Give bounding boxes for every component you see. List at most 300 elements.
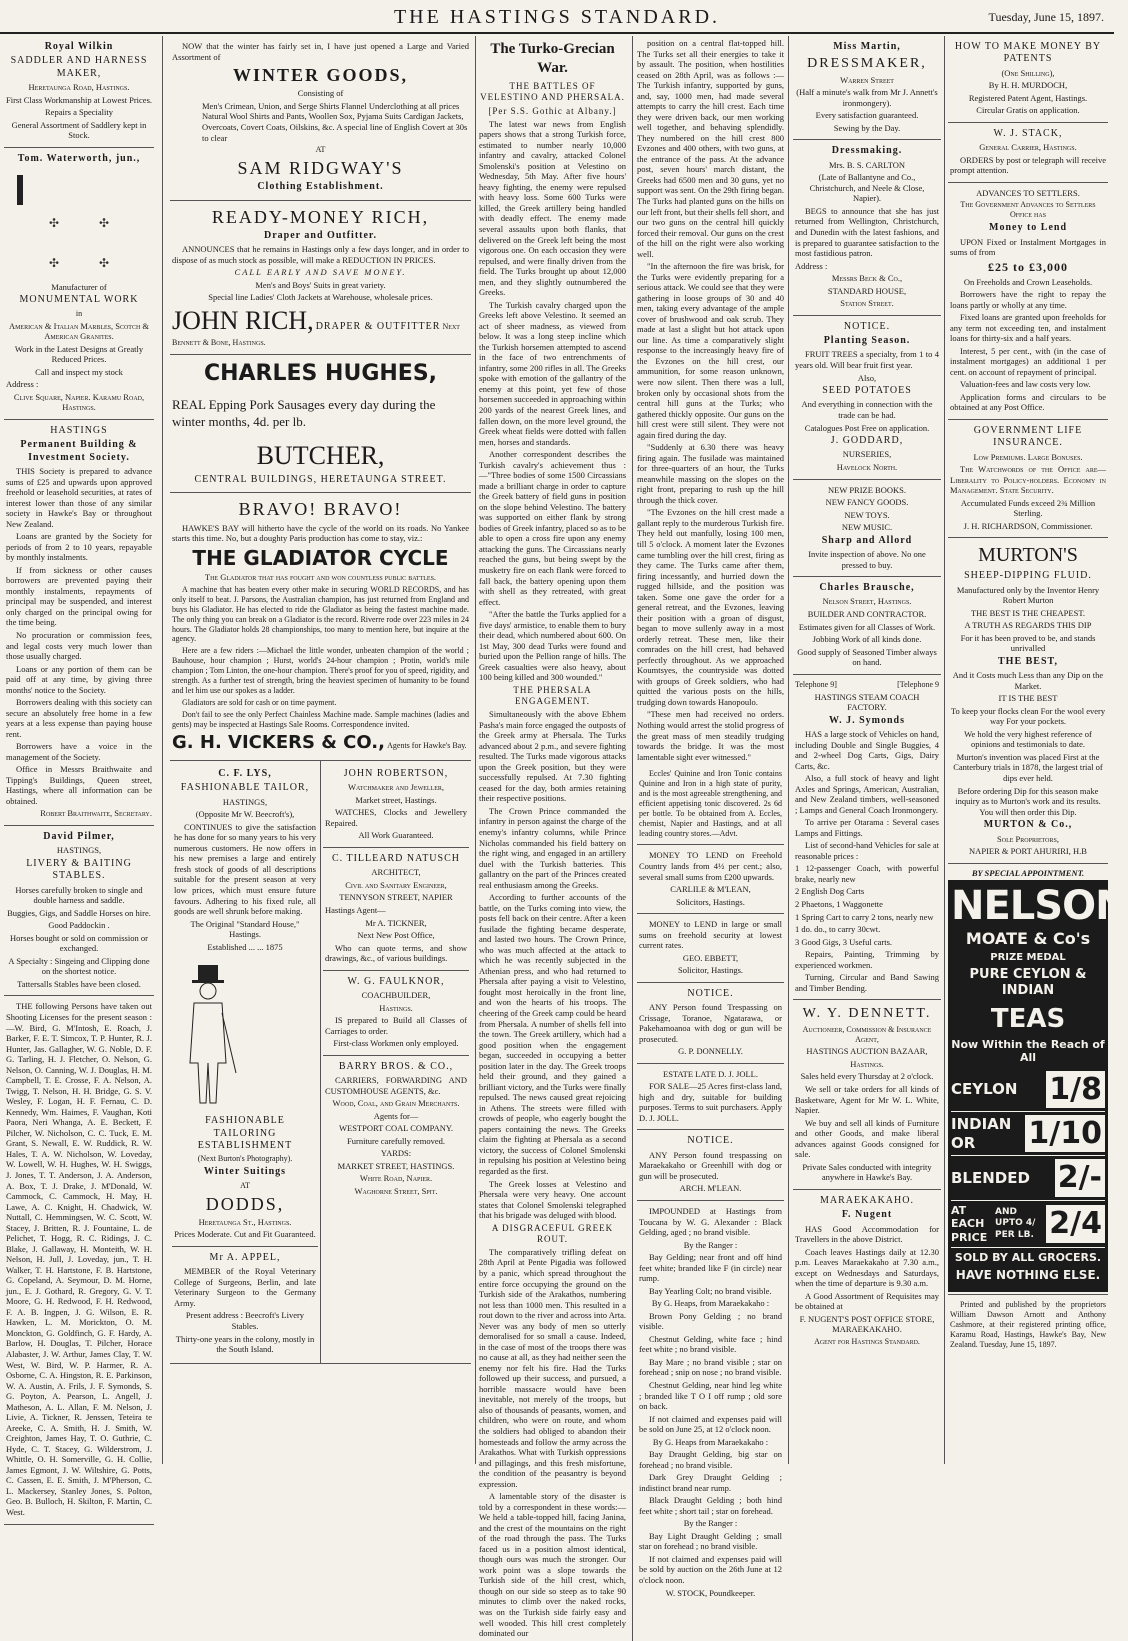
tea-price: 1/8: [1046, 1071, 1105, 1108]
ad-paragraph: Application forms and circulars to be obtained at any Post Office.: [950, 391, 1106, 413]
ad-text: HAVE NOTHING ELSE.: [955, 1268, 1101, 1283]
two-column-ads: [170, 761, 471, 1364]
ad-address: Market street, Hastings.: [355, 794, 437, 805]
ad-shop-name: Sharp and Allord: [821, 534, 913, 546]
ad-heading: Permanent Building & Investment Society.: [20, 439, 138, 463]
notice-text: Black Draught Gelding ; both hind feet white ; short tail ; star on forehead.: [639, 1495, 782, 1516]
ad-trade: Auctioneer, Commission & Insurance Agent,: [802, 1024, 932, 1044]
ad-trade: Watchmaker and Jeweller,: [347, 782, 445, 793]
ad-text: THE BEST,: [998, 655, 1058, 667]
ad-text: To keep your flocks clean For the wool every way For your pockets.: [950, 705, 1106, 727]
ad-text: NEW MUSIC.: [841, 522, 893, 533]
ad-address: Station Street.: [840, 298, 894, 309]
ad-paragraph: UPON Fixed or Instalment Mortgages in sums of from: [950, 236, 1106, 258]
ad-text: Work in the Latest Designs at Greatly Reduced Prices.: [14, 343, 144, 365]
ad-text: HASTINGS: [50, 424, 108, 436]
ad-text: BY SPECIAL APPOINTMENT.: [971, 867, 1085, 878]
ad-paragraph: WATCHES, Clocks and Jewellery Repaired.: [325, 807, 467, 828]
tea-type: INDIAN OR: [951, 1115, 1012, 1152]
ad-text: The Original "Standard House," Hastings.: [190, 918, 300, 940]
tailored-gentleman-icon: [174, 963, 244, 1113]
ad-address: F. NUGENT'S POST OFFICE STORE, MARAEKAKAHO.: [799, 1313, 935, 1335]
ad-text: Before ordering Dip for this season make inquiry as to Murton's work and its results. You will then order this Dip.: [955, 785, 1101, 817]
ad-address: NAPIER & PORT AHURIRI, H.B: [969, 846, 1087, 857]
ad-ridgway: [170, 36, 471, 201]
ad-wilkin: [4, 36, 154, 148]
ad-miss-martin: [793, 36, 941, 140]
ad-paragraph: HAS Good Accommodation for Travellers in the above District.: [795, 1223, 939, 1245]
ad-paragraph: Repairs, Painting, Trimming by experienced workmen.: [795, 949, 939, 970]
article-paragraph: "After the battle the Turks applied for a five days' armistice, to enable them to bury their dead, which numbered about 600. On 1st May, 300 dead Turks were found and buried upon the Pellion range of hills. The Greek casualties were also heavy, about 100 being killed and 300 wounded.": [479, 609, 626, 683]
ad-text: Agents for—: [373, 1110, 419, 1121]
article-paragraph: According to further accounts of the battle, on the Turks coming into view, the posts fell back on their centre. After a keen fusilade the fighting became desperate, and lasted two hours. The Crown Prince, who was much affected at the attack to which he was recently subjected in the Athenian press, and who had returned to Phersala after paying a visit to Velestino, fought most heroically in the front line, and won the hearts of his troops. The cheering of the Greek camp could be heard from Phersala. A number of shells fell into the town. The Greek artillery, which had a good position when the engagement began, succeeded in occupying a better position later in the day. The Greek troops held their ground, and they gained a brilliant victory, and the Turks were finally repulsed. The news caused great rejoicing in Athens. The streets were filled with crowds of people, who eagerly bought the papers containing the news. The Greeks claim the fighting at Phersala as a second victory, the success of Colonel Smolenski in repulsing his position at Velestino being regarded as the first.: [479, 892, 626, 1176]
ad-text: NEW TOYS.: [844, 509, 890, 520]
ad-heading: Tom. Waterworth, jun.,: [17, 152, 141, 164]
article-title: The Turko-Grecian War.: [490, 41, 615, 76]
svg-text:✣: ✣: [99, 216, 110, 231]
notice-text: By the Ranger :: [683, 1239, 738, 1250]
notice-paragraph: IMPOUNDED at Hastings from Toucana by W. G. Alexander : Black Gelding, aged ; no brand visible.: [639, 1206, 782, 1238]
ad-dennett: [793, 1000, 941, 1190]
notice-text: Bay Mare ; no brand visible ; star on forehead ; snip on nose ; no brand visible.: [639, 1356, 782, 1378]
ad-text: Next New Post Office,: [357, 930, 435, 941]
ad-text: AT: [240, 1180, 250, 1190]
ad-address: TENNYSON STREET, NAPIER: [339, 892, 453, 903]
ad-paragraph: NOW that the winter has fairly set in, I have just opened a Large and Varied Assortment of: [172, 41, 469, 62]
ad-trade: NURSERIES,: [842, 449, 892, 460]
ad-text: (Next Burton's Photography).: [197, 1154, 293, 1164]
ad-heading: W. J. STACK,: [993, 127, 1063, 139]
ad-text: Established ... ... 1875: [207, 941, 283, 952]
column-rule: [788, 36, 789, 1464]
notice-text: Chestnut Gelding, near hind leg white ; branded like T O I off rump ; old sore on back.: [639, 1379, 782, 1412]
ad-text: Men's and Boys' Suits in great variety.: [255, 279, 386, 290]
war-article-continued: [632, 36, 784, 1641]
ad-phone: Telephone 9]: [795, 679, 837, 689]
ad-text: Manufactured only by the Inventor Henry Robert Murton: [956, 584, 1100, 606]
ad-waterworth: [4, 148, 154, 420]
ad-text: Also,: [857, 372, 877, 383]
ad-text: General Assortment of Saddlery kept in Stock.: [11, 119, 147, 141]
ad-stack: [948, 123, 1108, 183]
ad-heading: Planting Season.: [823, 335, 911, 347]
ad-heading: GEO. EBBETT,: [682, 952, 739, 963]
ad-text: NEW FANCY GOODS.: [825, 497, 909, 508]
ad-text: Special line Ladies' Cloth Jackets at Warehouse, wholesale prices.: [208, 292, 433, 303]
ad-address: Havelock North.: [836, 461, 898, 472]
ad-paragraph: List of second-hand Vehicles for sale at reasonable prices :: [795, 840, 939, 861]
ad-heading: Dressmaking.: [831, 145, 903, 157]
ad-address: Heretaunga Road, Hastings.: [28, 82, 130, 93]
ad-gladiator-cycle: [170, 493, 471, 761]
ad-paragraph: BEGS to announce that she has just returned from Wellington, Christchurch, and Dunedin with the latest fashions, and is prepared to guarantee satisfaction to the most fastidious patron.: [795, 205, 939, 259]
ad-text: HASTINGS,: [222, 796, 268, 807]
ad-text: Buggies, Gigs, and Saddle Horses on hire.: [7, 907, 151, 918]
notice-text: By G. Heaps from Maraekakaho :: [652, 1436, 769, 1447]
ads-right: [321, 761, 471, 1363]
ad-carlile-mlean: [637, 845, 784, 914]
ad-trade: BUTCHER,: [256, 440, 385, 470]
ad-signature: J. H. RICHARDSON, Commissioner.: [963, 520, 1093, 531]
ad-paragraph: Borrowers have a voice in the management of the Society.: [6, 741, 152, 762]
ad-text: THE BEST IS THE CHEAPEST.: [970, 607, 1086, 618]
ad-heading: JOHN ROBERTSON,: [343, 767, 449, 779]
ad-text: (Late of Ballantyne and Co., Christchurch, and Neele & Close, Napier).: [809, 172, 925, 204]
ad-natusch: [323, 848, 469, 971]
article-section-heading: A DISGRACEFUL GREEK ROUT.: [491, 1222, 614, 1244]
svg-text:✣: ✣: [49, 216, 60, 231]
ad-trade: LIVERY & BAITING STABLES.: [26, 857, 132, 882]
ad-paragraph: MONEY to LEND in large or small sums on freehold security at lowest current rates.: [639, 919, 782, 951]
notice-heading: NOTICE.: [687, 987, 734, 999]
notice-text: Dark Grey Draught Gelding ; indistinct brand near rump.: [639, 1472, 782, 1493]
article-paragraph: "In the afternoon the fire was brisk, for the Turks were evidently preparing for a serious attack. We could see that they were gathering in loose groups of 30 and 40 men, taking every advantage of the ample cover of brushwood and oak scrub. They made at last a slight but hot attack upon our line. As time a comparatively slight response to the increasingly heavy fire of the Evzones on the hill crest, our ammunition, for some reason unknown, were now silent. Then there was a lull, broken only by occasional shots from the central hill guns at the Turks; who gathered thickly opposite. Our guns on the hill crest were still silent. They were not again fired during the day.: [637, 261, 784, 440]
ad-paragraph: A machine that has beaten every other make in securing WORLD RECORDS, and has only itself to beat. J. Parsons, the Australian champion, has just returned from England and buys his Gladiator. He has elected to ride the Gladiator as being the fastest machine made. The only thing you can break on a Gladiator is the record. Riverre rode over 223 miles in 24 hours. The Gladiator holds 28 championships, too many to mention here, but inquire at the agency.: [172, 584, 469, 644]
ad-paragraph: CONTINUES to give the satisfaction he has done for so many years to his very numerous customers. He now offers in his new premises a large and entirely fresh stock of goods of all descriptions suitable for the present season at very low prices, which must ensure future favours. Adhering to his fixed rule, all goods are well shrunk before making.: [174, 821, 316, 917]
ad-text: And it Costs much Less than any Dip on the Market.: [952, 670, 1104, 691]
ad-address: White Road, Napier.: [359, 1173, 433, 1184]
article-paragraph: "Suddenly at 6.30 there was heavy firing again. The fusilade was maintained for three-quarters of an hour, the Turks meanwhile massing on the slopes on the right front, preparing to rush up the hill through the thick cover.: [637, 442, 784, 505]
ad-text: Repairs a Speciality: [45, 107, 113, 118]
ad-paragraph: Fixed loans are granted upon freeholds for any term not exceeding ten, and instalment loans for thirty-six and a half years.: [950, 312, 1106, 344]
ad-trade: DRESSMAKER,: [807, 56, 927, 72]
ads-left: [170, 761, 321, 1363]
masthead: [0, 0, 1114, 34]
ad-paragraph: Who can quote terms, and show drawings, &c., of various buildings.: [325, 942, 467, 964]
ad-text: First-class Workmen only employed.: [333, 1038, 459, 1049]
column-2: [170, 36, 471, 1464]
ad-text: AT: [315, 145, 326, 155]
notice-heading: NOTICE.: [687, 1135, 734, 1147]
ad-shop-name: MURTON & Co.,: [983, 819, 1073, 831]
notice-text: Chestnut Gelding, white face ; hind feet white ; no brand visible.: [639, 1333, 782, 1355]
ad-text: Civil and Sanitary Engineer,: [345, 879, 447, 890]
ad-text: Wood, Coal, and Grain Merchants.: [332, 1098, 460, 1109]
ad-symonds: [793, 675, 941, 1001]
ad-heading: Charles Brausche,: [819, 582, 915, 594]
ad-text: Every satisfaction guaranteed.: [815, 110, 919, 121]
ad-text: Agents for Hawke's Bay.: [387, 740, 467, 750]
ad-list-item: 1 Spring Cart to carry 2 tons, nearly new: [795, 911, 934, 922]
ad-trade: Draper and Outfitter.: [264, 229, 377, 241]
ad-paragraph: IS prepared to Build all Classes of Carriages to order.: [325, 1015, 467, 1036]
column-3: [479, 36, 784, 1639]
tea-price: 2/4: [1046, 1205, 1105, 1242]
ad-barry-bros: [323, 1056, 469, 1203]
article-paragraph: "The Evzones on the hill crest made a gallant reply to the murderous Turkish fire. They held out manfully, losing 100 men, till 5 o'clock. A moment later the Evzones came tumbling over the hill crest, firing as they came. The Turks came after them, firing incessantly, and hurried down the rugged hillside, and the position was taken. Some one gave the order for a general retreat, and the Evzones, leaving their position with a groan of disgust, began to move sullenly away in a most orderly retreat. These men, like their comrades on the hill crest, had behaved perfectly throughout. As we approached Koumtsyes, the countryside was dotted with groups of Greek soldiers, who had quitted the various posts on the hills, trudging down towards Hanopoulo.: [637, 507, 784, 707]
ad-list-item: 3 Good Gigs, 3 Useful carts.: [795, 936, 893, 947]
ad-paragraph: Loans are granted by the Society for periods of from 2 to 10 years, repayable by monthly instalments.: [6, 531, 152, 563]
ad-paragraph: Borrowers have the right to repay the loans partly or wholly at any time.: [950, 289, 1106, 310]
notice-text: By G. Heaps, from Maraekakaho :: [651, 1298, 770, 1309]
article-credit: [Per S.S. Gothic at Albany.]: [488, 105, 617, 116]
ad-shop-name: J. GODDARD,: [830, 435, 904, 447]
war-article: [479, 36, 626, 1641]
ad-text: Now Within the Reach of All: [951, 1037, 1105, 1065]
article-paragraph: A lamentable story of the disaster is told by a correspondent in these words:—We held a table-topped hill, facing Janina, and the crest of the mountains on the right of the road through the pass. The Turks faced us in a position almost identical, though ours was much the stronger. Our work point was a slope towards the Turkish side of the hill crest, which, though on our side so steep as to take 90 minutes to climb over the naked rocks, was on the Turkish side fairly easy and well wooded. This hill crest completely dominated our: [479, 1491, 626, 1639]
article-paragraph: The Turkish cavalry charged upon the Greeks left above Velestino. It seemed an act of sheer madness, as viewed from below. It was a long steep incline which the Turkish horsemen attempted to ascend in the face of two entrenchments of infantry, some 200 rifles in all. The Greeks spoke with emotion of the gallantry of the enemy at this point, yet few of those horsemen succeeded in approaching within 200 yards of the nearest Greek lines, and fallen down, on the more level ground, the Greek wheat fields were dotted with fallen men, horses and standards.: [479, 299, 626, 447]
ad-paragraph: Don't fail to see the only Perfect Chainless Machine made. Sample machines (ladies and gents) may be inspected at Hastings Sale Rooms. Correspondence invited.: [172, 709, 469, 729]
ad-carlton: [793, 140, 941, 315]
ad-paragraph: Also, a full stock of heavy and light Axles and Springs, American, Australian, and New Zealand timbers, well-seasoned ; Lamps and General Coach Ironmongery.: [795, 773, 939, 815]
ad-trade: FASHIONABLE TAILORING ESTABLISHMENT: [197, 1115, 293, 1151]
ad-paragraph: Office in Messrs Braithwaite and Tipping's Buildings, Queen street, Hastings, where all information can be obtained.: [6, 764, 152, 806]
ad-text: Catalogues Post Free on application.: [804, 422, 930, 433]
ad-text: PRIZE MEDAL: [990, 951, 1066, 963]
ad-robertson: [323, 763, 469, 848]
ad-murton: [948, 538, 1108, 863]
column-rule: [162, 36, 163, 1464]
column-rule: [944, 36, 945, 1464]
ad-heading: ADVANCES TO SETTLERS.: [976, 187, 1080, 198]
price-row-indian: [951, 1112, 1105, 1156]
notice-signature: G. P. DONNELLY.: [678, 1046, 743, 1057]
tea-ad-panel: [948, 880, 1128, 1292]
ad-text: Address :: [795, 260, 828, 271]
ad-heading: C. F. LYS,: [218, 767, 272, 779]
article-subtitle: THE BATTLES OF VELESTINO AND PHERSALA.: [480, 81, 625, 103]
ad-pilmer: [4, 826, 154, 996]
ad-heading: F. Nugent: [841, 1209, 893, 1221]
ad-heading: CHARLES HUGHES,: [203, 361, 438, 387]
ad-text: Hastings Agent—: [325, 904, 386, 915]
ad-text: Call and inspect my stock: [35, 366, 123, 377]
ad-text: Accumulated Funds exceed 2¾ Million Sterling.: [960, 497, 1096, 519]
notice-text: Brown Pony Gelding ; no brand visible.: [639, 1310, 782, 1332]
ad-text: NEW PRIZE BOOKS.: [828, 484, 906, 495]
ad-nelson-moate-teas: [948, 864, 1128, 1294]
ad-text: Prices Moderate. Cut and Fit Guaranteed.: [174, 1229, 316, 1240]
ad-address: Waghorne Street, Spit.: [354, 1185, 438, 1196]
monument-illustration-icon: [9, 167, 149, 277]
ad-text: Mr A. TICKNER,: [365, 917, 427, 928]
notice-signature: ARCH. M'LEAN.: [679, 1183, 742, 1194]
ad-text: Mrs. B. S. CARLTON: [828, 159, 906, 170]
price-row-each-price: [951, 1201, 1105, 1249]
ad-paragraph: Valuation-fees and law costs very low.: [960, 379, 1091, 390]
ad-paragraph: MEMBER of the Royal Veterinary College of Surgeons, Berlin, and late Veterinary Surgeon to the Germany Army.: [174, 1266, 316, 1308]
column-5: [948, 36, 1128, 1464]
ad-paragraph: We sell or take orders for all kinds of Basketware, Agent for Mr W. L. White, Napier.: [795, 1084, 939, 1116]
price-row-blended: [951, 1156, 1105, 1200]
ad-list-item: 2 Phaetons, 1 Waggonette: [795, 899, 883, 909]
article-paragraph: The Greek losses at Velestino and Phersala were very heavy. One account states that Colonel Smolenski telegraphed that his brigade was deluged with blood.: [479, 1178, 626, 1221]
ad-paragraph: Gladiators are sold for cash or on time payment.: [182, 697, 337, 707]
notice-joll-estate: [637, 1064, 784, 1131]
ad-building-society: [4, 420, 154, 826]
ad-paragraph: ORDERS by post or telegraph will receive prompt attention.: [950, 154, 1106, 176]
ad-heading: Royal Wilkin: [44, 41, 114, 52]
ad-text: Manufacturer of: [51, 281, 107, 292]
ad-list-item: 2 English Dog Carts: [795, 886, 865, 897]
notice-shooting-licenses: [4, 996, 154, 1524]
ad-government-insurance: [948, 420, 1108, 539]
notice-paragraph: FOR SALE—25 Acres first-class land, high and dry, suitable for building purposes. Terms to suit purchasers. Apply D. J. JOLL.: [639, 1081, 782, 1123]
article-paragraph: "These men had received no orders. Nothing would arrest the stolid progress of the great mass of men steadily trudging towards the bridge. It was the most lamentable sight ever witnessed.": [637, 709, 784, 762]
ad-appel: [172, 1247, 318, 1361]
ad-heading: David Pilmer,: [43, 831, 115, 842]
ad-paragraph: HAS a large stock of Vehicles on hand, including Double and Single Buggies, 4 and 2-wheel Dog Carts, Gigs, Dairy Carts, &c.: [795, 729, 939, 771]
ad-paragraph: If from sickness or other causes borrowers are prevented paying their monthly instalments, repayments of principal may be suspended, and interest only charged on the principal owing for the time being.: [6, 564, 152, 628]
ad-goddard: [793, 316, 941, 480]
ad-trade: SHEEP-DIPPING FLUID.: [964, 570, 1092, 582]
ad-text: (One Shilling),: [1001, 67, 1055, 78]
tea-price: 1/10: [1025, 1115, 1105, 1152]
ad-address: MARKET STREET, HASTINGS.: [337, 1160, 455, 1171]
ad-sharp-allord: [793, 480, 941, 578]
ad-paragraph: No procuration or commission fees, and legal costs very much lower than those usually charged.: [6, 629, 152, 662]
ad-heading: Mr A. APPEL,: [209, 1251, 281, 1263]
notice-paragraph: THE following Persons have taken out Shooting Licenses for the present season :—W. Bird, G. M'Intosh, E. Roach, J. Barker, F. E. T. Simcox, T. P. Hunter, R. J. Hunter, Jas. Gallagher, W. G. Noble, D. F. G. Tarling, H. J. Fletcher, O. Nelson, G. Nelson, O. Canning, W. J. Douglas, H. M. Campbell, T. E. Crosse, F. A. Nelson, A. Twigg, T. Nelson, H. H. Bridge, G. S. V. Wesley, F. Logan, H. F. Fernau, C. D. Kennedy, Wm. Haimes, F. Vaughan, Koti Paora, Neri Whanga, A. E. Beckett, F. Pilcher, W. Nicholson, C. C. Tuck, E. M. Grant, S. Newall, E. W. Ruddick, R. W. Hales, T. A. W. Nicholson, W. Loveday, W. Lowell, W. H. Hughes, W. H. Swiggs, J. Jones, T. T. Anderson, J. A. Anderson, A. Box, T. J. Drake, J. M'Donald, W. Cammock, C. Cammock, H. May, H. Lawe, A. C. Knight, H. Chadwick, W. Nuttall, C. Hemmingsen, W. C. Scott, W. Stacey, J. Britten, R. J. Fountaine, L. de Pelichet, T. Hogg, R. C. Ridings, J. C. Blake, J. Gallaway, H. Monteith, W. H. Nelson, H. Jull, J. Loveday, jun., T. H. Walker, T. H. Hartstone, F. B. Hartstone, G. Copeland, A. Seymour, D. M. Horne, jun., E. J. Gothard, R. Gregory, G. V. T. Moore, G. H. Redwood, F. H. Redwood, F. A. B. Ingpen, J. G. Wilson, E. R. Hawken, L. M. Morickton, O. M. Monckton, G. Goldfinch, G. F. Hardy, A. Barlow, H. Douglas, T. Pilcher, Horace Alabaster, J. W. Arthur, James Clay, T. W. West, W. Bird, W. P. Harmer, R. A. Osborne, C. A. Hingston, R. E. Parkinson, W. A. Austin, A. Frils, J. F. Symonds, S. G. Poyton, A. Pearson, L. Angell, J. Matheson, A. L. Allan, F. M. Nelson, J. Livie, A. Tickner, R. Jenssen, Teteira te Areeke, C. A. Smith, H. J. Smith, W. Creighton, James Hay, T. O. Guthrie, C. Hyde, C. T. Stacey, G. Wilderstrom, J. Whittle, O. H. Somerville, G. H. Collie, James Egmont, J. W. Wiltshire, G. Potts, C. Cassen, E. E. Smith, J. M'Pherson, C. L. Mackersey, Stanley Jones, S. Polton, Geo. B. Bulloch, H. Skilton, F. Martin, C. West.: [6, 1001, 152, 1517]
ad-trade: SADDLER AND HARNESS MAKER,: [10, 55, 148, 79]
ad-paragraph: THIS Society is prepared to advance sums of £25 and upwards upon approved freehold or leasehold securities, at rates of interest lower than those of any similar society in Hawke's Bay or throughout New Zealand.: [6, 466, 152, 529]
ad-paragraph: Turning, Circular and Band Sawing and Timber Bending.: [795, 972, 939, 993]
ad-brand-name: NELSON: [951, 883, 1128, 930]
ad-text: First Class Workmanship at Lowest Prices.: [6, 94, 153, 105]
tea-price: 2/-: [1055, 1159, 1105, 1196]
column-1: [4, 36, 154, 1517]
ad-phone: [Telephone 9: [897, 679, 939, 689]
ad-murdoch: [948, 36, 1108, 123]
article-paragraph: The Crown Prince commanded the infantry in person against the charge of the enemy's infantry columns, while Prince Nicholas commanded his field battery on the right wing, and engaged in an artillery duel with the Turkish batteries. This gallantry on the part of the Princes created real enthusiasm among the Greeks.: [479, 805, 626, 890]
ad-text: Invite inspection of above. No one pressed to buy.: [808, 549, 926, 570]
tea-type: BLENDED: [951, 1168, 1030, 1187]
ad-text: IT IS THE BEST: [998, 693, 1058, 704]
ad-text: Low Premiums. Large Bonuses.: [973, 451, 1083, 462]
imprint-text: Printed and published by the proprietors William Dawson Arnott and Anthony Cashmore, at their registered printing office, Karamu Road, Hastings, Hawke's Bay, New Zealand. Tuesday, June 15, 1897.: [950, 1299, 1106, 1349]
ad-text: Winter Suitings: [203, 1166, 287, 1178]
ad-heading: CARLILE & M'LEAN,: [670, 884, 751, 895]
ad-text: And everything in connection with the trade can be had.: [801, 399, 933, 420]
ad-text: Registered Patent Agent, Hastings.: [968, 92, 1088, 103]
ad-heading: WINTER GOODS,: [232, 65, 409, 86]
ad-address: Hastings.: [850, 1058, 884, 1069]
ad-address: CENTRAL BUILDINGS, HERETAUNGA STREET.: [194, 473, 447, 485]
notice-impounded: [637, 1201, 784, 1604]
ad-paragraph: ANNOUNCES that he remains in Hastings only a few days longer, and in order to dispose of as much stock as possible, will make a REDUCTION IN PRICES.: [172, 244, 469, 265]
ad-text: HASTINGS AUCTION BAZAAR,: [806, 1046, 928, 1057]
ad-text: CALL EARLY AND SAVE MONEY.: [234, 267, 407, 278]
ad-paragraph: Borrowers dealing with this society can secure an absolutely free home in a few years at a less expense than paying house rent.: [6, 697, 152, 739]
ad-text: SOLD BY ALL GROCERS.: [954, 1251, 1102, 1265]
notice-text: If not claimed and expenses paid will be sold on June 25, at 12 o'clock noon.: [639, 1413, 782, 1435]
ad-shop-name: SAM RIDGWAY'S: [237, 157, 404, 178]
notice-text: By the Ranger :: [683, 1518, 738, 1529]
ad-text: Circular Gratis on application.: [976, 105, 1080, 116]
ad-john-rich: [170, 201, 471, 356]
ad-paragraph: REAL Epping Pork Sausages every day during the winter months, 4d. per lb.: [172, 397, 436, 429]
tea-type: AT EACH PRICE: [951, 1203, 988, 1244]
ad-text: WESTPORT COAL COMPANY.: [338, 1123, 454, 1134]
ad-trade: Clothing Establishment.: [257, 181, 384, 193]
issue-date: Tuesday, June 15, 1897.: [988, 10, 1104, 24]
notice-donnelly: [637, 983, 784, 1064]
ad-charles-hughes: [170, 355, 471, 493]
ad-trade: General Carrier, Hastings.: [979, 142, 1077, 153]
ad-paragraph: Loans or any portion of them can be paid off at any time, by giving three months' notice to the Society.: [6, 663, 152, 695]
ad-text: in: [75, 308, 83, 318]
ad-text: Furniture carefully removed.: [347, 1135, 445, 1146]
article-paragraph: Simultaneously with the above Ebhem Pasha's main force engaged the outposts of the Greek army at Phersala. The Turks advanced about 2 p.m., and severe fighting resulted. The Turks made vigorous attacks upon the Greek position, but they were successfully repulsed. At 7.30 fighting ceased for the day, both armies retaining their respective positions.: [479, 709, 626, 804]
ad-text: Present address : Beecroft's Livery Stables.: [185, 1310, 305, 1331]
ad-paragraph: Coach leaves Hastings daily at 12.30 p.m. Leaves Maraekakaho at 7.30 a.m., except on Wednesdays and Saturdays, when the time of departure is 9.30 a.m.: [795, 1246, 939, 1289]
ad-faulknor: [323, 971, 469, 1056]
ad-paragraph: We buy and sell all kinds of Furniture and other Goods, and make liberal advances against Goods consigned for sale.: [795, 1117, 939, 1160]
war-article-wrap: [479, 36, 784, 1641]
price-row-ceylon: [951, 1068, 1105, 1112]
article-paragraph: The latest war news from English papers shows that a strong Turkish force, estimated to number nearly 10,000 infantry and cavalry, attacked Colonel Smolenski's position at Velestino on Wednesday, 5th May. After five hours' heavy fighting, the enemy were repulsed with heavy loss. Some 600 Turks were killed, the Greek artillery being handled with deadly effect. The enemy made several assaults upon both flanks, that delivered on the Greek left being the most vigorous one. On each occasion they were repulsed, and were finally driven from the field. The Turks brought up about 12,000 men, and they slightly outnumbered the Greeks.: [479, 118, 626, 298]
ad-text: For it has been proved to be, and stands unrivalled: [960, 632, 1096, 654]
ad-brausche: [793, 577, 941, 675]
ad-heading: W. J. Symonds: [829, 714, 905, 726]
ad-trade: DRAPER & OUTFITTER: [315, 321, 441, 332]
ad-text: Tattersalls Stables have been closed.: [17, 978, 141, 989]
notice-text: Bay Gelding; near front and off hind feet white; branded like F (in circle) near rump.: [639, 1252, 782, 1284]
notice-text: Bay Light Draught Gelding ; small star on forehead ; no brand visible.: [639, 1530, 782, 1552]
ad-text: Horses carefully broken to single and double harness and saddle.: [15, 884, 143, 906]
ad-eccles-tonic: [637, 764, 784, 845]
ad-text: Solicitors, Hastings.: [676, 896, 745, 907]
ad-heading: W. G. FAULKNOR,: [347, 975, 445, 987]
ad-text: MOATE & Co's: [965, 929, 1091, 949]
ad-text: Good Paddockin .: [48, 920, 110, 931]
ad-paragraph: MONEY TO LEND on Freehold Country lands from 4½ per cent.; also, several small sums from £200 upwards.: [639, 850, 782, 882]
notice-mlean: [637, 1130, 784, 1201]
article-paragraph: Another correspondent describes the Turkish cavalry's achievement thus :—"Three bodies of some 1500 Circassians made a brilliant charge in order to capture the Greek battery of field guns in position on the slope behind Velestino. The battery was supported on either flank by strong bodies of Greek infantry, placed so as to be able to open a cross fire upon any enemy attacking the guns. The Circassians nearly reached the guns, but being swept by the musketry fire on each flank were forced to fall back, the battery opening upon them with shell as they retreated, with great effect.: [479, 449, 626, 607]
ad-heading: BARRY BROS. & CO.,: [338, 1060, 454, 1072]
ad-signature: Robert Braithwaite, Secretary.: [40, 808, 152, 819]
ad-text: Thirty-one years in the colony, mostly in the South Island.: [175, 1333, 315, 1355]
ad-address: Nelson Street, Hastings.: [822, 596, 912, 607]
ad-text: YARDS:: [380, 1148, 412, 1159]
ad-text: Good supply of Seasoned Timber always on hand.: [797, 646, 937, 668]
ad-text: £25 to £3,000: [988, 259, 1068, 274]
notice-text: Bay Yearling Colt; no brand visible.: [649, 1285, 772, 1296]
ad-heading: GOVERNMENT LIFE INSURANCE.: [973, 424, 1083, 449]
ad-heading: C. TILLEARD NATUSCH: [332, 853, 460, 864]
ad-text: The Government Advances to Settlers Office has: [960, 200, 1096, 220]
ad-text: HASTINGS,: [56, 845, 102, 856]
ad-trade: FASHIONABLE TAILOR,: [180, 782, 310, 794]
column-4: [793, 36, 941, 1464]
ad-text: Private Sales conducted with integrity anywhere in Hawke's Bay.: [802, 1161, 932, 1183]
ad-text: SEED POTATOES: [822, 385, 912, 397]
ad-address: Warren Street: [840, 74, 894, 85]
ad-address: Next Bennett & Bone, Hastings.: [172, 322, 460, 348]
ad-text: Sewing by the Day.: [833, 122, 901, 133]
ad-trade: MONUMENTAL WORK: [19, 294, 139, 306]
ad-trade: HASTINGS STEAM COACH FACTORY.: [814, 691, 920, 713]
ad-paragraph: A Good Assortment of Requisites may be obtained at: [795, 1290, 939, 1312]
tea-type: CEYLON: [951, 1080, 1018, 1099]
ad-list-item: 1 12-passenger Coach, with powerful brake, nearly new: [795, 863, 939, 884]
ad-trade: ARCHITECT,: [371, 867, 421, 878]
ad-heading: HOW TO MAKE MONEY BY PATENTS: [954, 41, 1102, 65]
ad-heading: BRAVO! BRAVO!: [238, 499, 403, 520]
svg-text:✣: ✣: [49, 256, 60, 271]
ad-list-item: 1 do. do., to carry 30cwt.: [795, 924, 881, 935]
ad-agent-name: G. H. VICKERS & CO.,: [172, 731, 385, 753]
ad-text: (Half a minute's walk from Mr J. Annett's ironmongery).: [796, 87, 938, 108]
ad-paragraph: CARRIERS, FORWARDING AND CUSTOMHOUSE AGENTS, &c.: [325, 1075, 467, 1096]
ad-address: Messrs Beck & Co.,: [831, 273, 903, 284]
ad-heading: MURTON'S: [978, 544, 1078, 567]
ad-text: Solicitor, Hastings.: [677, 965, 744, 976]
ad-text: MARAEKAKAHO.: [820, 1194, 914, 1206]
ad-text: Estimates given for all Classes of Work.: [798, 621, 936, 632]
ad-paragraph: FRUIT TREES a specialty, from 1 to 4 years old. Will bear fruit first year.: [795, 349, 939, 371]
imprint: [948, 1294, 1108, 1356]
